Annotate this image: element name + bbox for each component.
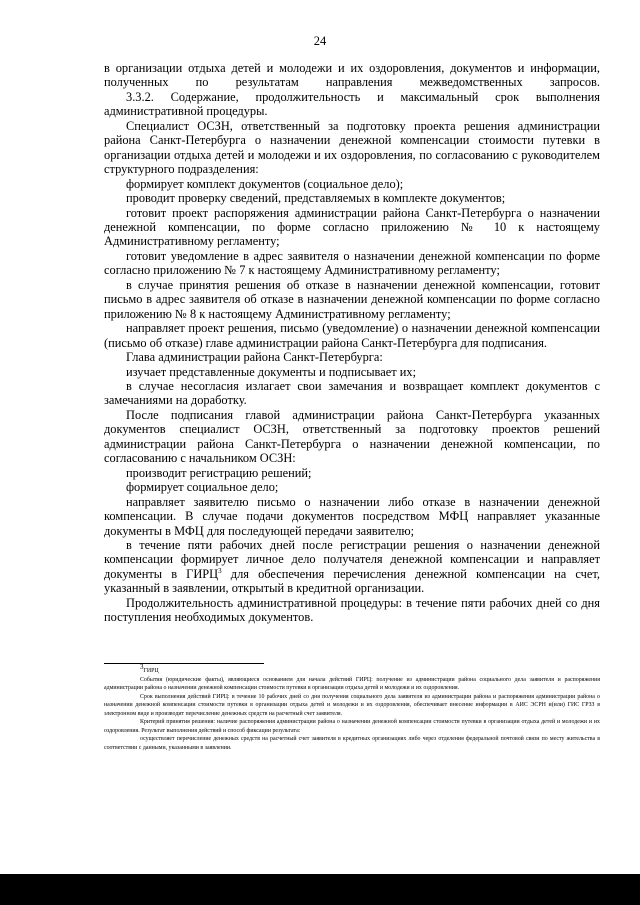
footnote-title-text: ГИРЦ [143,668,159,674]
footnote-paragraph-2: Критерий принятия решения: наличие распоряжения администрации района о назначении денежной компенсации стоимости путевки в организации отдыха детей и молодежи и их оздоровления. Результат выполнения действий и способ фиксации результата: [104,719,600,734]
paragraph-2: Специалист ОСЗН, ответственный за подготовку проекта решения администрации района Санкт-Петербурга о назначении денежной компенсации стоимости путевки в организации отдыха детей и молодежи и их оздоровления, по согласованию с руководителем структурного подразделения: [104,118,600,177]
paragraph-14: формирует социальное дело; [126,480,279,495]
paragraph-9: Глава администрации района Санкт-Петербурга: [126,350,383,365]
paragraph-girc-after: для обеспечения перечисления денежной компенсации на счет, указанный в заявлении, открытый в кредитной организации. [104,566,600,596]
paragraph-15: направляет заявителю письмо о назначении либо отказе в назначении денежной компенсации. В случае подачи документов посредством МФЦ направляет указанные документы в МФЦ для последующей передачи заявителю; [104,494,600,538]
paragraph-12: После подписания главой администрации района Санкт-Петербурга указанных документов специалист ОСЗН, ответственный за подготовку проектов решений администрации района Санкт-Петербурга о назначении денежной компенсации, по согласованию с начальником ОСЗН: [104,407,600,466]
footnote-separator [104,663,264,664]
paragraph-6: готовит уведомление в адрес заявителя о назначении денежной компенсации по форме согласно приложению № 7 к настоящему Административному регламенту; [104,248,600,278]
paragraph-4: проводит проверку сведений, представляемых в комплекте документов; [126,191,506,206]
footnote-paragraph-3: осуществляет перечисление денежных средств на расчетный счет заявителя в кредитных организациях либо через отделения федеральной почтовой связи по месту жительства в соответствии с данными, указанными в заявлении. [104,736,600,751]
paragraph-0: в организации отдыха детей и молодежи и их оздоровления, документов и информации, полученных по результатам направления межведомственных запросов. [104,61,600,90]
footnotes [104,663,600,752]
footnote-paragraph-0: События (юридические факты), являющиеся основанием для начала действий ГИРЦ: получение из администрации района социального дела заявителя и распоряжения администрации района о назначении денежной компенсации стоимости путевки в организации отдыха детей и молодежи и их оздоровления. [104,676,600,691]
paragraph-5: готовит проект распоряжения администрации района Санкт-Петербурга о назначении денежной компенсации, по форме согласно приложению № 10 к настоящему Административному регламенту; [104,205,600,249]
paragraph-11: в случае несогласия излагает свои замечания и возвращает комплект документов с замечаниями на доработку. [104,378,600,408]
paragraph-duration: Продолжительность административной процедуры: в течение пяти рабочих дней со дня поступления необходимых документов. [104,595,600,625]
footnote-paragraph-1: Срок выполнения действий ГИРЦ: в течение 10 рабочих дней со дня получения социального дела заявителя из администрации района и распоряжения администрации района о назначении денежной компенсации стоимости путевки в организации отдыха детей и молодежи и их оздоровления, обеспечивает внесение информации в АИС ЭСРН и(или) ГИС ГРЗЗ в электронном виде и производит перечисление денежных средств на расчетный счет заявителя. [104,693,600,717]
paragraph-girc [104,538,600,596]
paragraph-10: изучает представленные документы и подписывает их; [126,364,417,379]
paragraph-13: производит регистрацию решений; [126,465,312,480]
paragraph-1: 3.3.2. Содержание, продолжительность и максимальный срок выполнения административной процедуры. [104,89,600,119]
footnote-marker: 3 [140,663,144,672]
paragraph-8: направляет проект решения, письмо (уведомление) о назначении денежной компенсации (письмо об отказе) главе администрации района Санкт-Петербурга для подписания. [104,321,600,350]
scan-bottom-border [0,874,640,905]
paragraph-7: в случае принятия решения об отказе в назначении денежной компенсации, готовит письмо в адрес заявителя об отказе в назначении денежной компенсации по форме согласно приложению № 8 к настоящему Административному регламенту; [104,277,600,321]
page-number: 24 [313,34,327,48]
footnote-reference: 3 [218,566,222,575]
paragraph-3: формирует комплект документов (социальное дело); [126,176,404,191]
footnote-title [104,663,600,676]
paragraph-girc-before: в течение пяти рабочих дней после регистрации решения о назначении денежной компенсации формирует личное дело получателя денежной компенсации и направляет документы в ГИРЦ [104,537,600,581]
main-text [104,61,600,625]
